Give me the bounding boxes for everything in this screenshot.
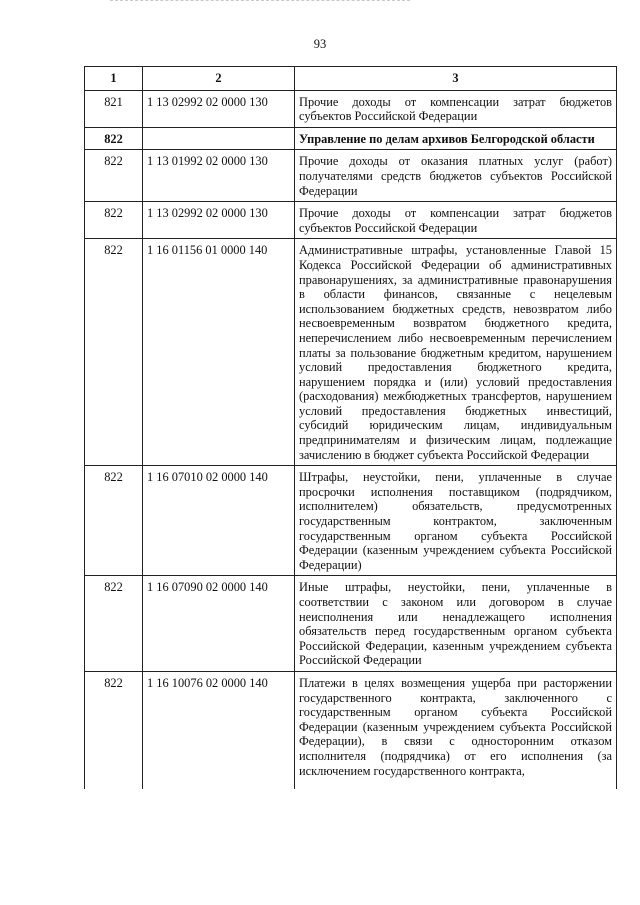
header-col-3: 3 <box>295 67 617 91</box>
table-row <box>85 671 617 789</box>
admin-code-cell: 822 <box>85 671 143 789</box>
admin-code-cell: 822 <box>85 150 143 202</box>
revenue-name-cell: Административные штрафы, установленные Главой 15 Кодекса Российской Федерации об административных правонарушениях, за административные правонарушения в области финансов, связанные с нецелевым использованием бюджетных средств, невозвратом либо несвоевременным возвратом бюджетного кредита, неперечислением либо несвоевременным перечислением платы за пользование бюджетным кредитом, нарушением условий предоставления бюджетного кредита, нарушением порядка и (или) условий предоставления (расходования) межбюджетных трансфертов, нарушением условий предоставления бюджетных инвестиций, субсидий юридическим лицам, индивидуальным предпринимателям и физическим лицам, подлежащие зачислению в бюджет субъекта Российской Федерации <box>295 239 617 466</box>
admin-code-cell: 822 <box>85 576 143 672</box>
admin-code-cell: 822 <box>85 127 143 150</box>
revenue-name-cell: Прочие доходы от компенсации затрат бюджетов субъектов Российской Федерации <box>295 90 617 127</box>
admin-code-cell: 822 <box>85 466 143 576</box>
revenue-name-cell: Штрафы, неустойки, пени, уплаченные в случае просрочки исполнения поставщиком (подрядчиком, исполнителем) обязательств, предусмотренных государственным контрактом, заключенным государственным органом субъекта Российской Федерации (казенным учреждением субъекта Российской Федерации) <box>295 466 617 576</box>
revenue-name-cell: Платежи в целях возмещения ущерба при расторжении государственного контракта, заключенного с государственным органом субъекта Российской Федерации (казенным учреждением субъекта Российской Федерации), в связи с односторонним отказом исполнителя (подрядчика) от его исполнения (за исключением государственного контракта, <box>295 671 617 789</box>
kbk-code-cell: 1 16 10076 02 0000 140 <box>143 671 295 789</box>
kbk-code-cell: 1 13 02992 02 0000 130 <box>143 202 295 239</box>
kbk-code-cell <box>143 127 295 150</box>
revenue-name-cell: Прочие доходы от компенсации затрат бюджетов субъектов Российской Федерации <box>295 202 617 239</box>
revenue-codes-table <box>84 66 617 789</box>
admin-code-cell: 821 <box>85 90 143 127</box>
table-section-row <box>85 127 617 150</box>
table-row <box>85 90 617 127</box>
page-number: 93 <box>313 37 327 51</box>
revenue-name-cell: Иные штрафы, неустойки, пени, уплаченные в соответствии с законом или договором в случае неисполнения или ненадлежащего исполнения обязательств перед государственным органом субъекта Российской Федерации, казенным учреждением субъекта Российской Федерации <box>295 576 617 672</box>
table-row <box>85 202 617 239</box>
revenue-name-cell: Прочие доходы от оказания платных услуг (работ) получателями средств бюджетов субъектов Российской Федерации <box>295 150 617 202</box>
admin-code-cell: 822 <box>85 202 143 239</box>
administrator-name-cell: Управление по делам архивов Белгородской области <box>295 127 617 150</box>
table-header-row <box>85 67 617 91</box>
scan-edge-artifact <box>110 0 410 3</box>
kbk-code-cell: 1 13 01992 02 0000 130 <box>143 150 295 202</box>
table-row <box>85 576 617 672</box>
table-row <box>85 150 617 202</box>
table-row <box>85 239 617 466</box>
kbk-code-cell: 1 16 07090 02 0000 140 <box>143 576 295 672</box>
header-col-1: 1 <box>85 67 143 91</box>
kbk-code-cell: 1 13 02992 02 0000 130 <box>143 90 295 127</box>
kbk-code-cell: 1 16 01156 01 0000 140 <box>143 239 295 466</box>
kbk-code-cell: 1 16 07010 02 0000 140 <box>143 466 295 576</box>
table-row <box>85 466 617 576</box>
header-col-2: 2 <box>143 67 295 91</box>
admin-code-cell: 822 <box>85 239 143 466</box>
